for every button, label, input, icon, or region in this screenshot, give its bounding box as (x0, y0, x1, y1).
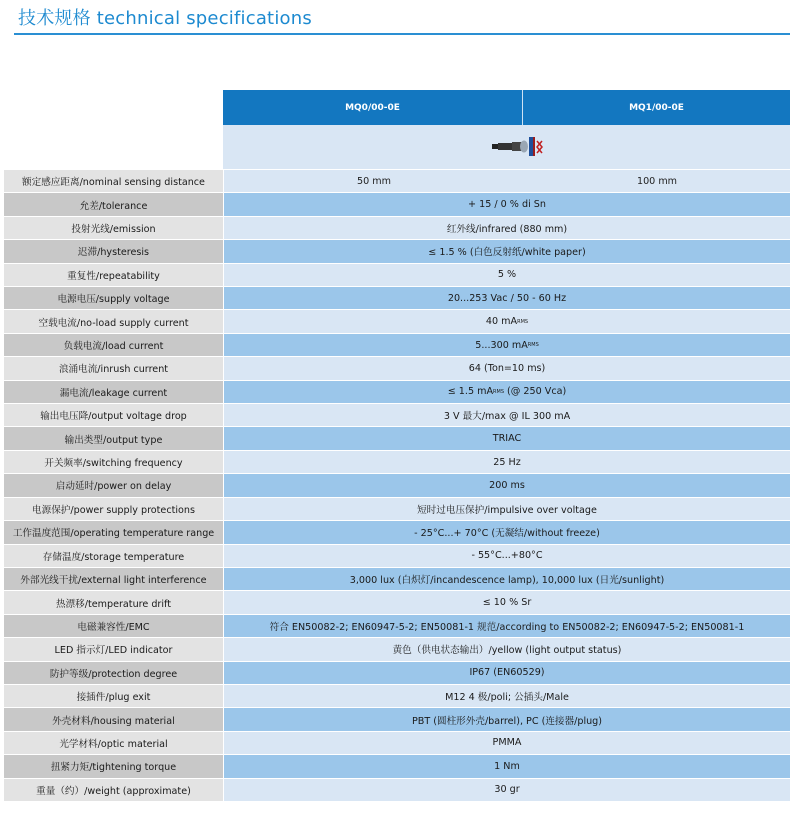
table-row (4, 240, 790, 263)
spec-value: - 55°C...+80°C (224, 545, 790, 567)
spec-value: ≤ 1.5 mA RMS (@ 250 Vca) (224, 381, 790, 403)
table-row (4, 474, 790, 497)
spec-value: 黄色（供电状态输出）/yellow (light output status) (224, 638, 790, 660)
model-header-mq1: MQ1/00-0E (523, 90, 790, 125)
table-row (4, 638, 790, 661)
spec-value: 3,000 lux (白炽灯/incandescence lamp), 10,000 lux (日光/sunlight) (224, 568, 790, 590)
table-row (4, 451, 790, 474)
spec-value: TRIAC (224, 427, 790, 449)
table-row (4, 685, 790, 708)
spec-label: 输出电压降/output voltage drop (4, 404, 223, 426)
table-row (4, 779, 790, 802)
table-row (4, 404, 790, 427)
spec-value: 25 Hz (224, 451, 790, 473)
table-row (4, 287, 790, 310)
spec-table (4, 170, 790, 802)
spec-value: PBT (圆柱形外壳/barrel), PC (连接器/plug) (224, 708, 790, 730)
spec-value: 20...253 Vac / 50 - 60 Hz (224, 287, 790, 309)
spec-label: 电磁兼容性/EMC (4, 615, 223, 637)
table-row (4, 310, 790, 333)
table-row (4, 427, 790, 450)
spec-value: ≤ 10 % Sr (224, 591, 790, 613)
spec-label: 投射光线/emission (4, 217, 223, 239)
table-row (4, 708, 790, 731)
spec-label: 允差/tolerance (4, 193, 223, 215)
table-row (4, 264, 790, 287)
table-row (4, 521, 790, 544)
spec-label: 接插件/plug exit (4, 685, 223, 707)
table-row (4, 381, 790, 404)
page-title: 技术规格 technical specifications (18, 8, 312, 29)
spec-value-mq1: 100 mm (636, 175, 678, 187)
spec-value: + 15 / 0 % di Sn (224, 193, 790, 215)
model-header-mq0: MQ0/00-0E (223, 90, 523, 125)
spec-label: 迟滞/hysteresis (4, 240, 223, 262)
table-row (4, 545, 790, 568)
spec-label: 额定感应距离/nominal sensing distance (4, 170, 223, 192)
spec-label: 扭紧力矩/tightening torque (4, 755, 223, 777)
table-row (4, 568, 790, 591)
table-row (4, 357, 790, 380)
spec-label: 外壳材料/housing material (4, 708, 223, 730)
spec-label: 工作温度范围/operating temperature range (4, 521, 223, 543)
spec-label: 热漂移/temperature drift (4, 591, 223, 613)
spec-value: 短时过电压保护/impulsive over voltage (224, 498, 790, 520)
table-row (4, 755, 790, 778)
table-row (4, 591, 790, 614)
spec-value: PMMA (224, 732, 790, 754)
table-row (4, 170, 790, 193)
spec-label: 重量（约）/weight (approximate) (4, 779, 223, 801)
model-header-row (223, 90, 790, 125)
spec-label: 外部光线干扰/external light interference (4, 568, 223, 590)
table-row (4, 732, 790, 755)
spec-label: 浪涌电流/inrush current (4, 357, 223, 379)
spec-label: 光学材料/optic material (4, 732, 223, 754)
table-row (4, 662, 790, 685)
spec-value: 40 mA RMS (224, 310, 790, 332)
title-divider (14, 33, 790, 35)
spec-value-mq0: 50 mm (357, 175, 391, 187)
spec-label: 电源保护/power supply protections (4, 498, 223, 520)
spec-label: 漏电流/leakage current (4, 381, 223, 403)
table-row (4, 217, 790, 240)
table-row (4, 193, 790, 216)
spec-label: 存储温度/storage temperature (4, 545, 223, 567)
product-image-row (223, 125, 790, 169)
sensor-illustration-icon (490, 135, 550, 159)
spec-label: 输出类型/output type (4, 427, 223, 449)
spec-label: 重复性/repeatability (4, 264, 223, 286)
spec-value: M12 4 极/poli; 公插头/Male (224, 685, 790, 707)
spec-label: 开关频率/switching frequency (4, 451, 223, 473)
spec-value: 64 (Ton=10 ms) (224, 357, 790, 379)
spec-label: 防护等级/protection degree (4, 662, 223, 684)
spec-value: 200 ms (224, 474, 790, 496)
table-row (4, 498, 790, 521)
table-row (4, 615, 790, 638)
spec-label: 启动延时/power on delay (4, 474, 223, 496)
table-row (4, 334, 790, 357)
spec-label: 空载电流/no-load supply current (4, 310, 223, 332)
spec-value: 符合 EN50082-2; EN60947-5-2; EN50081-1 规范/according to EN50082-2; EN60947-5-2; EN50081-1 (224, 615, 790, 637)
spec-value: 1 Nm (224, 755, 790, 777)
spec-value: 红外线/infrared (880 mm) (224, 217, 790, 239)
spec-label: LED 指示灯/LED indicator (4, 638, 223, 660)
spec-value: IP67 (EN60529) (224, 662, 790, 684)
spec-value: 30 gr (224, 779, 790, 801)
spec-value: ≤ 1.5 % (白色反射纸/white paper) (224, 240, 790, 262)
spec-value: 5...300 mA RMS (224, 334, 790, 356)
spec-value: 5 % (224, 264, 790, 286)
spec-label: 电源电压/supply voltage (4, 287, 223, 309)
spec-value: - 25°C...+ 70°C (无凝结/without freeze) (224, 521, 790, 543)
spec-label: 负载电流/load current (4, 334, 223, 356)
spec-value: 3 V 最大/max @ IL 300 mA (224, 404, 790, 426)
